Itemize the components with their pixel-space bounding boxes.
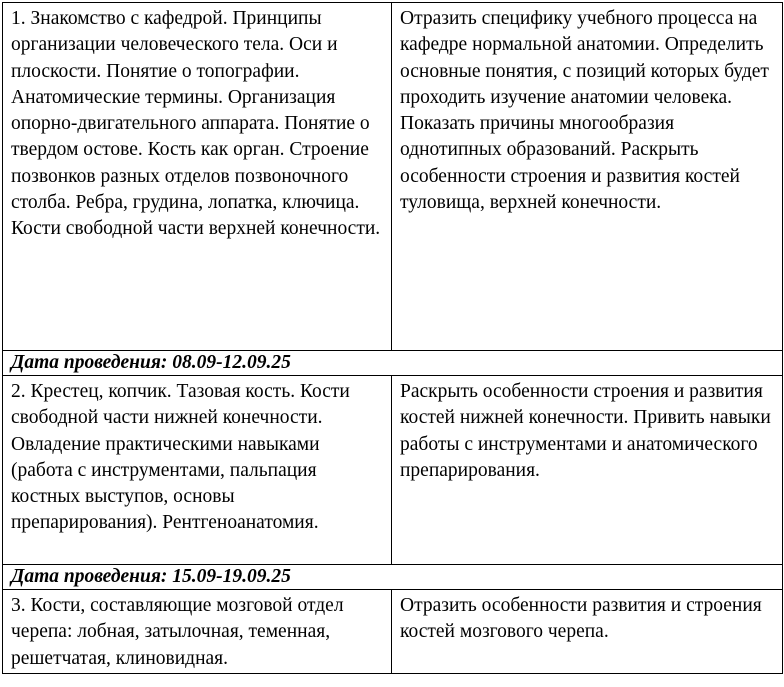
table-row (3, 590, 783, 674)
lesson-goal-cell: Раскрыть особенности строения и развития костей нижней конечности. Привить навыки работы с инструментами и анатомического препарирования. (392, 376, 783, 565)
table-row (3, 3, 783, 351)
lesson-topic-cell: 3. Кости, составляющие мозговой отдел черепа: лобная, затылочная, теменная, решетчатая, клиновидная. (3, 590, 392, 674)
lesson-goal-cell: Отразить особенности развития и строения костей мозгового черепа. (392, 590, 783, 674)
date-cell: Дата проведения: 08.09-12.09.25 (3, 351, 783, 376)
table-row (3, 376, 783, 565)
lesson-plan-table (2, 2, 783, 674)
lesson-topic-cell: 1. Знакомство с кафедрой. Принципы организации человеческого тела. Оси и плоскости. Понятие о топографии. Анатомические термины. Организация опорно-двигательного аппарата. Понятие о твердом остове. Кость как орган. Строение позвонков разных отделов позвоночного столба. Ребра, грудина, лопатка, ключица. Кости свободной части верхней конечности. (3, 3, 392, 351)
lesson-topic-cell: 2. Крестец, копчик. Тазовая кость. Кости свободной части нижней конечности. Овладение практическими навыками (работа с инструментами, пальпация костных выступов, основы препарирования). Рентгеноанатомия. (3, 376, 392, 565)
date-cell: Дата проведения: 15.09-19.09.25 (3, 565, 783, 590)
lesson-goal-cell: Отразить специфику учебного процесса на кафедре нормальной анатомии. Определить основные понятия, с позиций которых будет проходить изучение анатомии человека. Показать причины многообразия однотипных образований. Раскрыть особенности строения и развития костей туловища, верхней конечности. (392, 3, 783, 351)
date-row (3, 351, 783, 376)
date-row (3, 565, 783, 590)
